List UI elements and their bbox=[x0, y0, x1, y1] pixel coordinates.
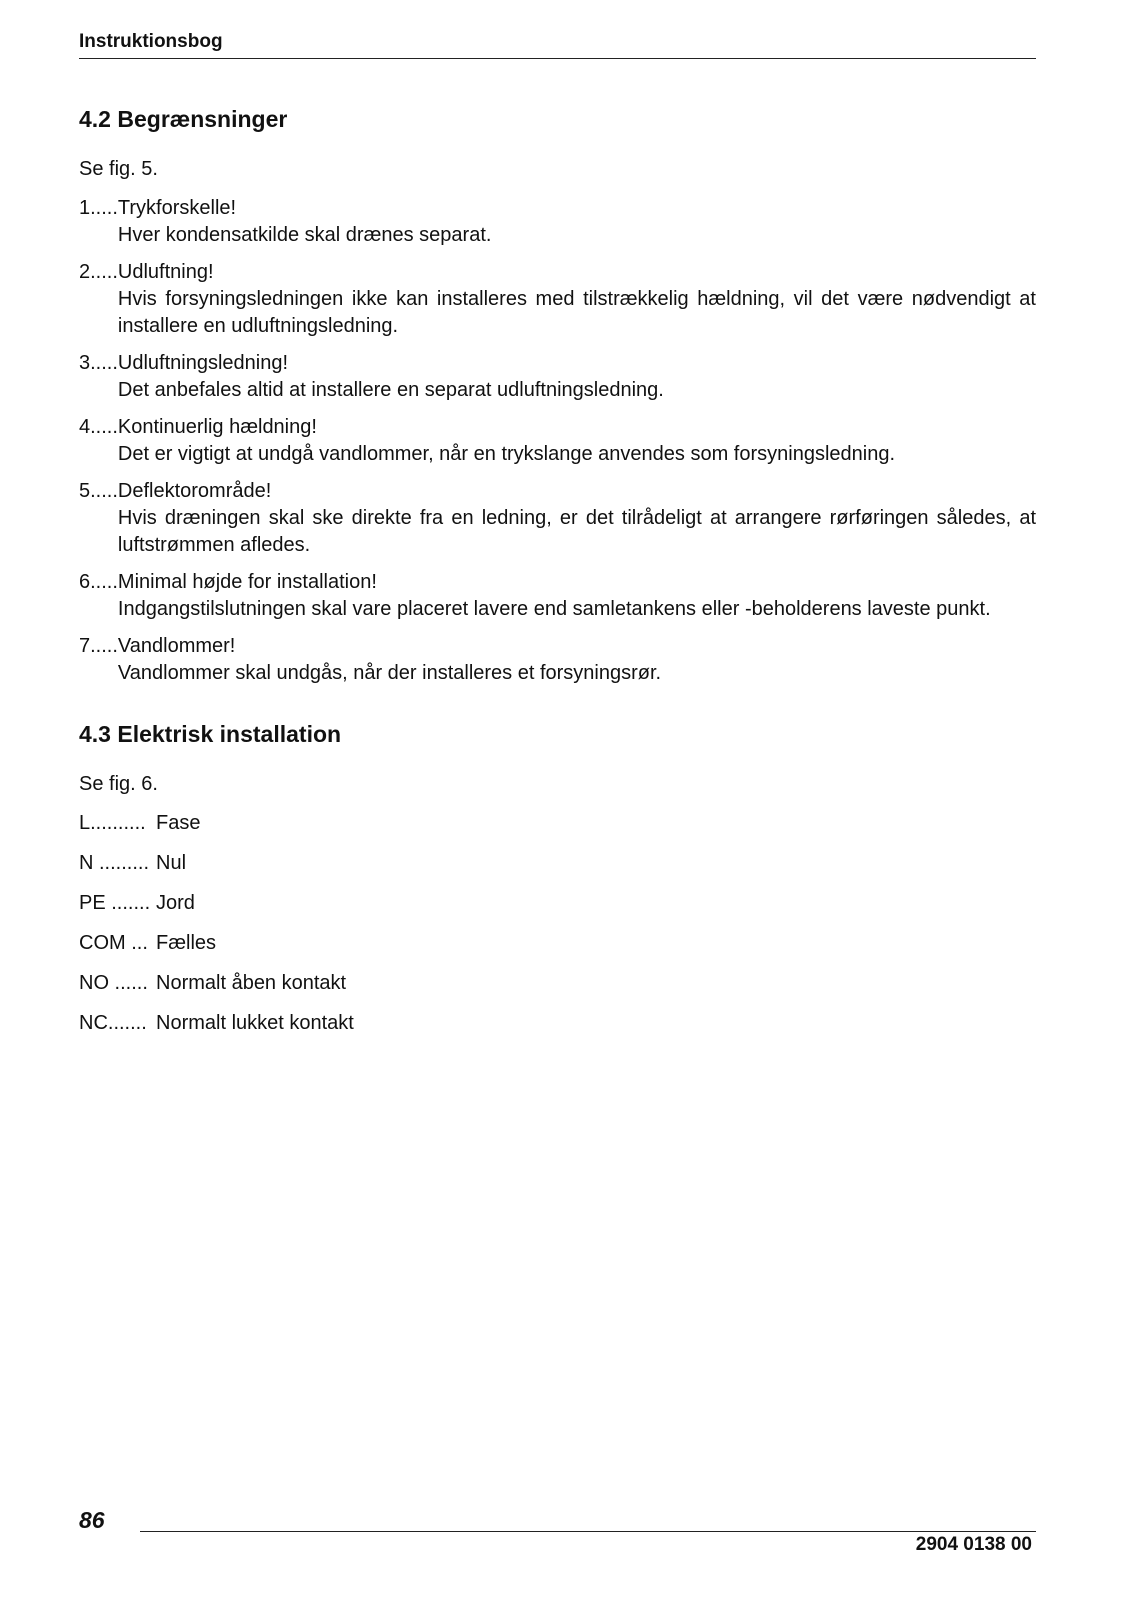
section-heading-limitations: 4.2 Begrænsninger bbox=[79, 106, 288, 132]
legend-value: Normalt åben kontakt bbox=[156, 972, 347, 994]
list-item bbox=[79, 478, 1036, 559]
list-item-title: Udluftning! bbox=[117, 261, 214, 283]
list-item bbox=[79, 259, 1036, 340]
legend-row bbox=[79, 810, 1036, 837]
legend-value: Fase bbox=[156, 812, 201, 834]
figure-reference: Se fig. 6. bbox=[79, 773, 158, 795]
list-item-text: Det er vigtigt at undgå vandlommer, når en trykslange anvendes som forsyningsledning. bbox=[117, 443, 896, 465]
section-heading-electrical: 4.3 Elektrisk installation bbox=[79, 721, 342, 747]
page-content bbox=[79, 104, 1036, 1050]
list-item-number: 2..... bbox=[79, 261, 118, 283]
legend-value: Normalt lukket kontakt bbox=[156, 1012, 354, 1034]
legend-row bbox=[79, 970, 1036, 997]
footer-divider bbox=[140, 1531, 1036, 1532]
header-divider bbox=[79, 58, 1036, 59]
list-item bbox=[79, 633, 1036, 687]
list-item-number: 6..... bbox=[79, 571, 118, 593]
list-item-text: Hvis dræningen skal ske direkte fra en ledning, er det tilrådeligt at arrangere rørføringen således, at luftstrømmen afledes. bbox=[117, 507, 1036, 556]
list-item-title: Trykforskelle! bbox=[117, 197, 237, 219]
list-item-body bbox=[118, 195, 1036, 249]
list-item-title: Minimal højde for installation! bbox=[117, 571, 377, 593]
list-item-title: Udluftningsledning! bbox=[117, 352, 289, 374]
list-item bbox=[79, 414, 1036, 468]
legend-row bbox=[79, 1010, 1036, 1037]
list-item bbox=[79, 350, 1036, 404]
list-item-text: Det anbefales altid at installere en separat udluftningsledning. bbox=[117, 379, 664, 401]
section-electrical-installation bbox=[79, 719, 1036, 1037]
section-limitations bbox=[79, 104, 1036, 687]
list-item-number: 7..... bbox=[79, 635, 118, 657]
list-item-body bbox=[118, 414, 1036, 468]
legend-value: Nul bbox=[156, 852, 187, 874]
list-item-body bbox=[118, 259, 1036, 340]
figure-reference: Se fig. 5. bbox=[79, 158, 158, 180]
legend-key: COM ... bbox=[79, 932, 148, 954]
list-item-text: Indgangstilslutningen skal vare placeret lavere end samletankens eller -beholderens laveste punkt. bbox=[117, 598, 991, 620]
document-code: 2904 0138 00 bbox=[915, 1534, 1032, 1555]
list-item-number: 1..... bbox=[79, 197, 118, 219]
list-item-number: 4..... bbox=[79, 416, 118, 438]
list-item-text: Hvis forsyningsledningen ikke kan installeres med tilstrækkelig hældning, vil det være nødvendigt at installere en udluftningsledning. bbox=[117, 288, 1036, 337]
list-item-number: 3..... bbox=[79, 352, 118, 374]
list-item-title: Kontinuerlig hældning! bbox=[117, 416, 317, 438]
legend-key: NC....... bbox=[79, 1012, 147, 1034]
legend-value: Jord bbox=[156, 892, 195, 914]
list-item-title: Vandlommer! bbox=[117, 635, 236, 657]
list-item-text: Hver kondensatkilde skal drænes separat. bbox=[117, 224, 492, 246]
list-item-body bbox=[118, 478, 1036, 559]
list-item bbox=[79, 195, 1036, 249]
legend-value: Fælles bbox=[156, 932, 217, 954]
legend-row bbox=[79, 850, 1036, 877]
legend-key: L.......... bbox=[79, 812, 146, 834]
legend-key: NO ...... bbox=[79, 972, 148, 994]
list-item-number: 5..... bbox=[79, 480, 118, 502]
list-item-body bbox=[118, 350, 1036, 404]
list-item-body bbox=[118, 633, 1036, 687]
list-item-title: Deflektorområde! bbox=[117, 480, 272, 502]
legend-row bbox=[79, 890, 1036, 917]
page-number: 86 bbox=[79, 1507, 105, 1533]
legend-key: N ......... bbox=[79, 852, 150, 874]
list-item-text: Vandlommer skal undgås, når der installeres et forsyningsrør. bbox=[117, 662, 662, 684]
list-item bbox=[79, 569, 1036, 623]
list-item-body bbox=[118, 569, 1036, 623]
legend-row bbox=[79, 930, 1036, 957]
legend-key: PE ....... bbox=[79, 892, 151, 914]
running-header: Instruktionsbog bbox=[79, 31, 223, 52]
